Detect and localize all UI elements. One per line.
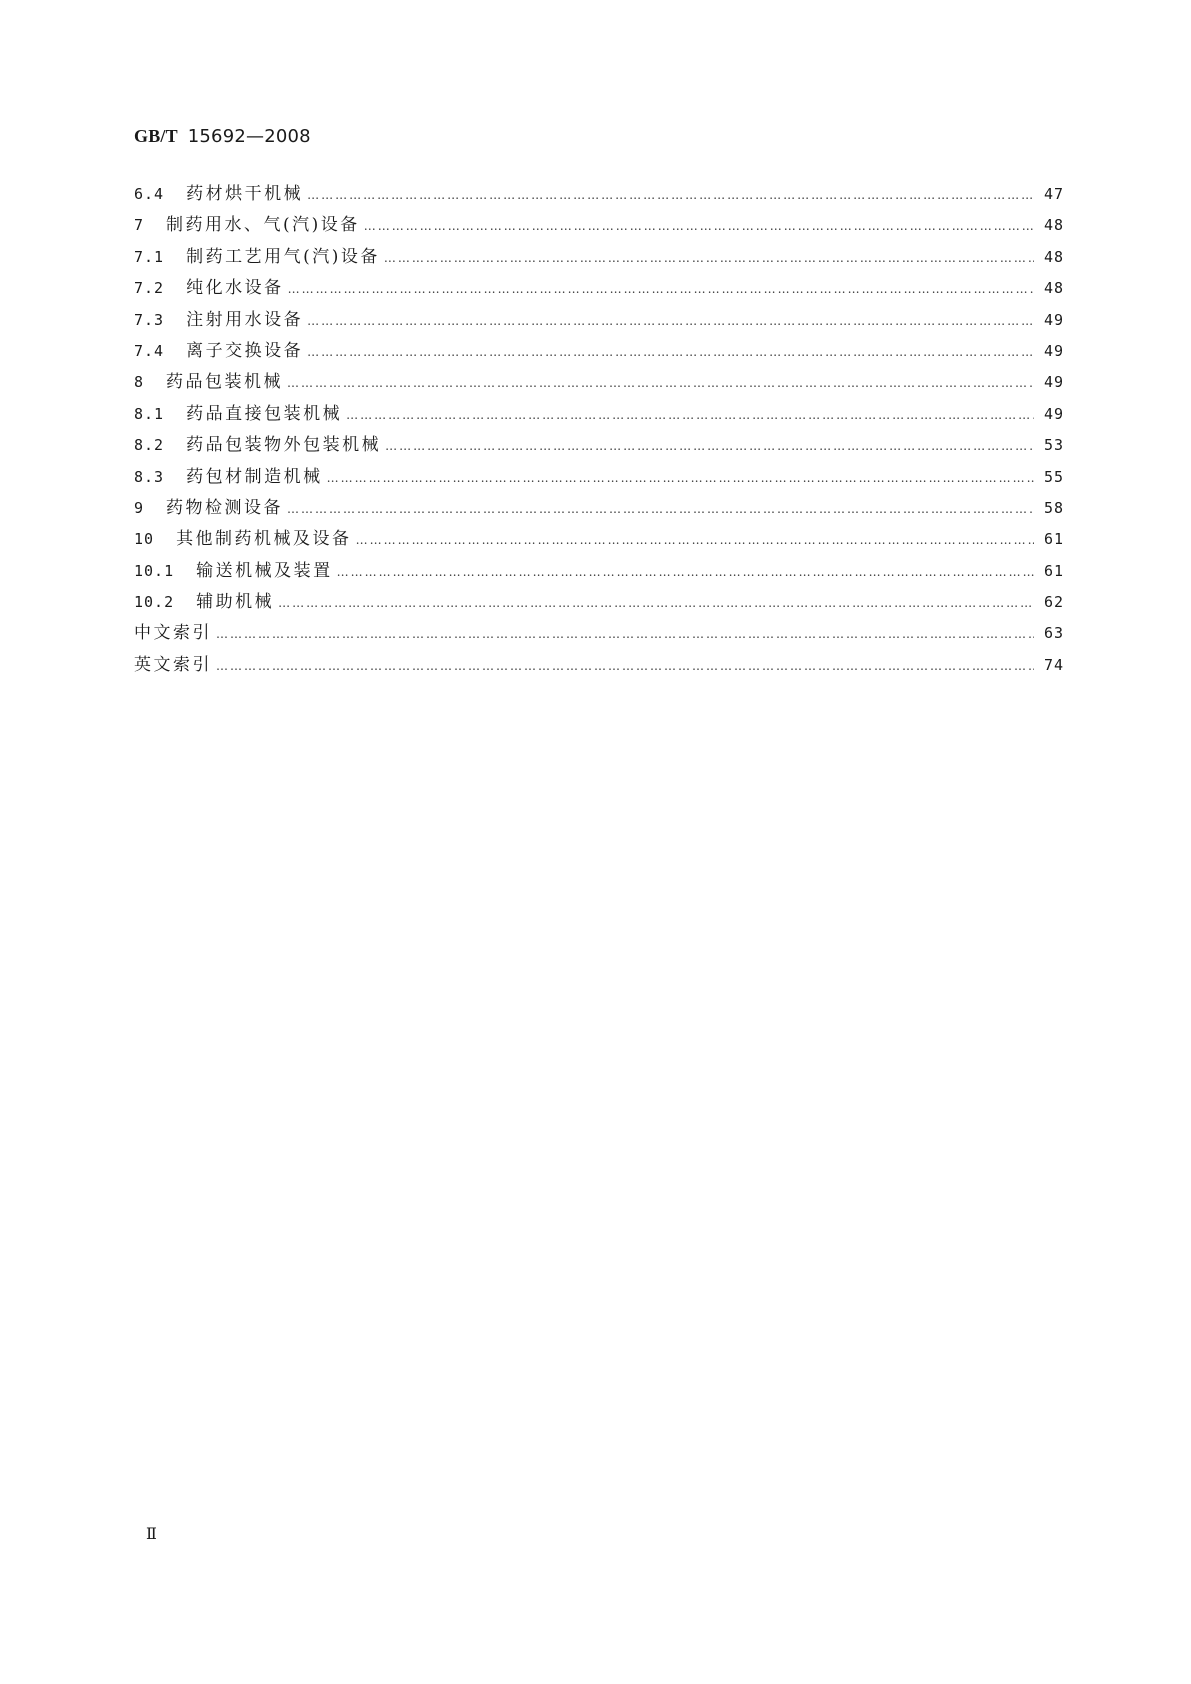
toc-entry[interactable]	[134, 179, 1064, 210]
toc-entry-title: 中文索引	[134, 623, 212, 644]
dot-leader	[307, 306, 1034, 337]
toc-entry-number: 10	[134, 530, 155, 549]
toc-entry-number: 7.4	[134, 341, 165, 360]
toc-entry[interactable]	[134, 399, 1064, 430]
page-number: Ⅱ	[146, 1524, 157, 1543]
toc-entry-title: 药品包装物外包装机械	[186, 435, 382, 456]
toc-entry-number: 7	[134, 216, 145, 235]
toc-entry-number: 8	[134, 373, 145, 392]
toc-entry-title: 制药工艺用气(汽)设备	[186, 246, 380, 267]
toc-entry-page: 48	[1043, 216, 1064, 235]
toc-entry-page: 49	[1043, 341, 1064, 360]
toc-entry[interactable]	[134, 618, 1064, 649]
toc-entry[interactable]	[134, 305, 1064, 336]
toc-entry-page: 53	[1043, 436, 1064, 455]
dot-leader	[216, 651, 1034, 682]
dot-leader	[287, 494, 1034, 525]
toc-entry-number: 6.4	[134, 185, 165, 203]
dot-leader	[216, 619, 1034, 650]
toc-entry-number: 10.2	[134, 593, 175, 612]
toc-entry-page: 48	[1043, 279, 1064, 298]
toc-entry-number: 9	[134, 498, 145, 517]
toc-entry[interactable]	[134, 336, 1064, 367]
toc-entry[interactable]	[134, 650, 1064, 681]
toc-entry-page: 63	[1043, 624, 1064, 643]
document-header	[134, 126, 311, 147]
toc-entry-title: 药品直接包装机械	[186, 403, 343, 424]
toc-entry-page: 61	[1043, 530, 1064, 549]
toc-entry[interactable]	[134, 430, 1064, 461]
toc-entry-page: 55	[1043, 467, 1064, 486]
toc-entry-title: 离子交换设备	[186, 340, 304, 361]
dot-leader	[278, 588, 1034, 619]
toc-entry[interactable]	[134, 367, 1064, 398]
dot-leader	[288, 274, 1034, 305]
toc-entry-number: 7.2	[134, 279, 165, 298]
toc-entry[interactable]	[134, 587, 1064, 618]
dot-leader	[385, 431, 1034, 462]
dot-leader	[346, 400, 1034, 431]
toc-entry[interactable]	[134, 556, 1064, 587]
toc-entry[interactable]	[134, 493, 1064, 524]
toc-entry-page: 61	[1043, 561, 1064, 580]
standard-code: GB/T	[134, 126, 178, 146]
toc-entry-number: 8.1	[134, 404, 165, 423]
toc-entry-number: 10.1	[134, 561, 175, 580]
toc-entry[interactable]	[134, 273, 1064, 304]
toc-entry-title: 制药用水、气(汽)设备	[166, 215, 360, 236]
toc-entry-number: 8.2	[134, 436, 165, 455]
table-of-contents	[134, 179, 1064, 681]
toc-entry-number: 8.3	[134, 467, 165, 486]
dot-leader	[337, 557, 1034, 588]
toc-entry-number: 7.1	[134, 247, 165, 266]
dot-leader	[287, 368, 1034, 399]
toc-entry-title: 英文索引	[134, 654, 212, 675]
toc-entry-page: 49	[1043, 310, 1064, 329]
toc-entry-title: 辅助机械	[196, 592, 275, 613]
toc-entry-title: 药品包装机械	[166, 372, 284, 393]
toc-entry-page: 48	[1043, 247, 1064, 266]
toc-entry-page: 74	[1043, 655, 1064, 674]
toc-entry-title: 药物检测设备	[166, 497, 284, 518]
dot-leader	[307, 337, 1034, 368]
toc-entry-title: 药材烘干机械	[186, 184, 304, 204]
dot-leader	[384, 243, 1034, 274]
toc-entry-title: 药包材制造机械	[186, 466, 323, 487]
dot-leader	[364, 211, 1034, 242]
dot-leader	[327, 463, 1034, 494]
standard-number: 15692—2008	[187, 126, 311, 147]
toc-entry-page: 49	[1043, 404, 1064, 423]
toc-entry[interactable]	[134, 462, 1064, 493]
toc-entry[interactable]	[134, 210, 1064, 241]
toc-entry-page: 49	[1043, 373, 1064, 392]
dot-leader	[307, 180, 1034, 211]
dot-leader	[356, 525, 1034, 556]
toc-entry-page: 47	[1043, 185, 1064, 203]
toc-entry-number: 7.3	[134, 310, 165, 329]
toc-entry[interactable]	[134, 242, 1064, 273]
toc-entry-title: 纯化水设备	[186, 278, 284, 299]
toc-entry-title: 其他制药机械及设备	[176, 529, 352, 550]
toc-entry-title: 输送机械及装置	[196, 560, 333, 581]
toc-entry[interactable]	[134, 524, 1064, 555]
toc-entry-title: 注射用水设备	[186, 309, 304, 330]
toc-entry-page: 58	[1043, 498, 1064, 517]
toc-entry-page: 62	[1043, 593, 1064, 612]
